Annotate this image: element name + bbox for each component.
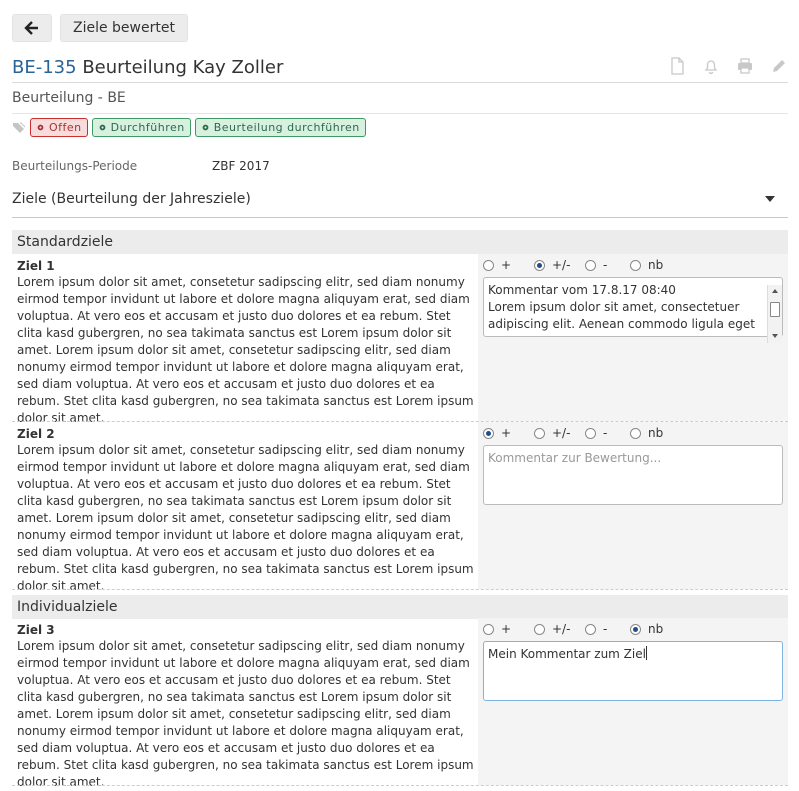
rating-option[interactable]	[483, 622, 534, 636]
rating-label: -	[603, 258, 608, 272]
period-label: Beurteilungs-Periode	[12, 159, 138, 173]
back-button[interactable]	[12, 14, 52, 42]
badge-label: Offen	[49, 121, 82, 134]
radio-button[interactable]	[630, 428, 641, 439]
record-id[interactable]: BE-135	[12, 56, 77, 78]
goal-rating-panel	[478, 422, 788, 589]
rating-option[interactable]	[585, 258, 630, 272]
rating-option[interactable]	[630, 258, 681, 272]
rating-label: nb	[648, 258, 664, 272]
goal-text: Lorem ipsum dolor sit amet, consetetur sadipscing elitr, sed diam nonumy eirmod tempor invidunt ut labore et dolore magna aliquyam erat, sed diam voluptua. At vero eos et accusam et justo duo dolores et ea rebum. Stet clita kasd gubergren, no sea takimata sanctus est Lorem ipsum dolor sit amet. Lorem ipsum dolor sit amet, consetetur sadipscing elitr, sed diam nonumy eirmod tempor invidunt ut labore et dolore magna aliquyam erat, sed diam voluptua. At vero eos et accusam et justo duo dolores et ea rebum. Stet clita kasd gubergren, no sea takimata sanctus est Lorem ipsum dolor sit amet.	[17, 443, 474, 593]
goal-description	[17, 618, 475, 791]
rating-label: -	[603, 622, 608, 636]
comment-scrollbar[interactable]	[767, 285, 782, 343]
record-title: Beurteilung Kay Zoller	[82, 56, 284, 78]
period-value: ZBF 2017	[212, 159, 270, 173]
edit-icon[interactable]	[770, 57, 788, 75]
rating-option[interactable]	[585, 622, 630, 636]
rating-option[interactable]	[534, 622, 585, 636]
radio-button[interactable]	[483, 428, 494, 439]
rating-label: +/-	[552, 426, 571, 440]
subtitle-divider	[12, 113, 788, 114]
goal-name: Ziel 1	[17, 259, 55, 273]
tag-icon	[12, 122, 26, 134]
goal-row	[12, 422, 788, 593]
radio-button[interactable]	[630, 260, 641, 271]
rating-option[interactable]	[534, 426, 585, 440]
group-header-individualziele: Individualziele	[12, 595, 788, 619]
gear-icon	[98, 123, 107, 132]
print-icon[interactable]	[736, 57, 754, 75]
comment-textarea[interactable]: Kommentar zur Bewertung...	[483, 445, 783, 505]
radio-button[interactable]	[585, 260, 596, 271]
rating-option[interactable]	[483, 426, 534, 440]
comment-textarea[interactable]: Kommentar vom 17.8.17 08:40 Lorem ipsum dolor sit amet, consectetuer adipiscing elit. Aenean commodo ligula eget	[483, 277, 783, 337]
rating-option[interactable]	[534, 258, 585, 272]
status-badge-durchfuehren[interactable]	[92, 118, 191, 137]
document-icon[interactable]	[668, 57, 686, 75]
gear-icon	[36, 123, 45, 132]
rating-label: nb	[648, 426, 664, 440]
section-divider	[12, 217, 788, 218]
comment-textarea[interactable]	[483, 641, 783, 701]
comment-text: Mein Kommentar zum Ziel	[488, 647, 646, 661]
rating-option[interactable]	[630, 426, 681, 440]
radio-button[interactable]	[534, 624, 545, 635]
rating-label: +	[501, 258, 512, 272]
badge-label: Durchführen	[110, 121, 185, 134]
section-title[interactable]: Ziele (Beurteilung der Jahresziele)	[12, 191, 251, 207]
rating-label: +	[501, 426, 512, 440]
top-toolbar	[12, 14, 188, 42]
rating-options	[483, 622, 681, 636]
radio-button[interactable]	[630, 624, 641, 635]
rating-option[interactable]	[483, 258, 534, 272]
page-subtitle: Beurteilung - BE	[12, 90, 126, 106]
goal-name: Ziel 2	[17, 427, 55, 441]
rating-option[interactable]	[630, 622, 681, 636]
goal-row	[12, 618, 788, 789]
radio-button[interactable]	[585, 624, 596, 635]
scroll-down-icon[interactable]	[772, 334, 778, 338]
goal-divider	[12, 785, 788, 786]
text-cursor	[646, 646, 647, 660]
goal-description	[17, 254, 475, 427]
tag-bar	[12, 118, 366, 137]
rating-option[interactable]	[585, 426, 630, 440]
goal-divider	[12, 589, 788, 590]
gear-icon	[201, 123, 210, 132]
header-divider	[12, 82, 788, 83]
page-title	[12, 57, 283, 78]
goal-description	[17, 422, 475, 595]
badge-label: Beurteilung durchführen	[213, 121, 360, 134]
goal-row	[12, 254, 788, 425]
arrow-left-icon	[24, 20, 40, 36]
rating-label: nb	[648, 622, 664, 636]
status-badge-beurteilung-durchfuehren[interactable]	[195, 118, 366, 137]
rating-label: +/-	[552, 258, 571, 272]
header-actions	[668, 57, 788, 75]
radio-button[interactable]	[585, 428, 596, 439]
radio-button[interactable]	[483, 624, 494, 635]
rating-label: +/-	[552, 622, 571, 636]
chevron-down-icon[interactable]	[765, 196, 775, 202]
rating-label: +	[501, 622, 512, 636]
scroll-up-icon[interactable]	[772, 289, 778, 293]
bell-icon[interactable]	[702, 57, 720, 75]
status-button[interactable]: Ziele bewertet	[60, 14, 188, 42]
goal-text: Lorem ipsum dolor sit amet, consetetur sadipscing elitr, sed diam nonumy eirmod tempor invidunt ut labore et dolore magna aliquyam erat, sed diam voluptua. At vero eos et accusam et justo duo dolores et ea rebum. Stet clita kasd gubergren, no sea takimata sanctus est Lorem ipsum dolor sit amet. Lorem ipsum dolor sit amet, consetetur sadipscing elitr, sed diam nonumy eirmod tempor invidunt ut labore et dolore magna aliquyam erat, sed diam voluptua. At vero eos et accusam et justo duo dolores et ea rebum. Stet clita kasd gubergren, no sea takimata sanctus est Lorem ipsum dolor sit amet.	[17, 639, 474, 789]
rating-options	[483, 426, 681, 440]
radio-button[interactable]	[534, 260, 545, 271]
radio-button[interactable]	[483, 260, 494, 271]
scroll-thumb[interactable]	[770, 302, 780, 317]
goal-name: Ziel 3	[17, 623, 55, 637]
group-header-standardziele: Standardziele	[12, 230, 788, 254]
radio-button[interactable]	[534, 428, 545, 439]
rating-label: -	[603, 426, 608, 440]
rating-options	[483, 258, 681, 272]
page-header	[12, 54, 788, 80]
status-badge-offen[interactable]	[30, 118, 88, 137]
goal-text: Lorem ipsum dolor sit amet, consetetur sadipscing elitr, sed diam nonumy eirmod tempor invidunt ut labore et dolore magna aliquyam erat, sed diam voluptua. At vero eos et accusam et justo duo dolores et ea rebum. Stet clita kasd gubergren, no sea takimata sanctus est Lorem ipsum dolor sit amet. Lorem ipsum dolor sit amet, consetetur sadipscing elitr, sed diam nonumy eirmod tempor invidunt ut labore et dolore magna aliquyam erat, sed diam voluptua. At vero eos et accusam et justo duo dolores et ea rebum. Stet clita kasd gubergren, no sea takimata sanctus est Lorem ipsum dolor sit amet.	[17, 275, 474, 425]
goal-rating-panel	[478, 254, 788, 421]
goal-rating-panel	[478, 618, 788, 785]
